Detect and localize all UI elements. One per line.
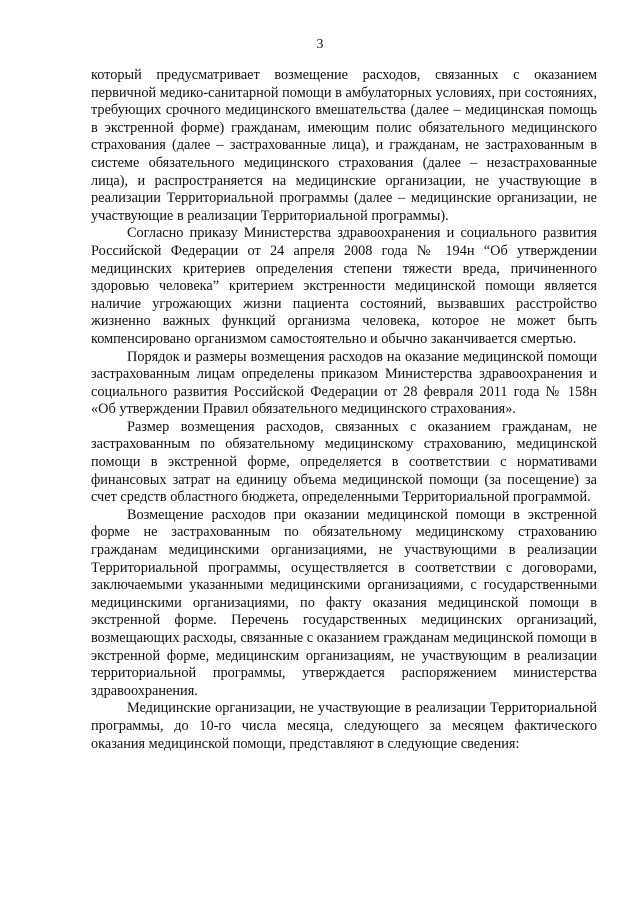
paragraph-continuation: который предусматривает возмещение расходов, связанных с оказанием первичной медико-санитарной помощи в амбулаторных условиях, при состояниях, требующих срочного медицинского вмешательства (далее – медицинская помощь в экстренной форме) гражданам, имеющим полис обязательного медицинского страхования (далее – застрахованные лица), и гражданам, не застрахованным в системе обязательного медицинского страхования (далее – незастрахованные лица), и распространяется на медицинские организации, не участвующие в реализации Территориальной программы (далее – медицинские организации, не участвующие в реализации Территориальной программы). [91, 67, 597, 224]
paragraph-order-194n: Согласно приказу Министерства здравоохранения и социального развития Российской Федерации от 24 апреля 2008 года № 194н “Об утверждении медицинских критериев определения степени тяжести вреда, причиненного здоровью человека” критерием экстренности медицинской помощи является наличие угрожающих жизни пациента состояний, вызвавших расстройство жизненно важных функций организма человека, которое не может быть компенсировано организмом самостоятельно и обычно заканчивается смертью. [91, 225, 597, 347]
document-body [91, 67, 597, 753]
paragraph-reporting: Медицинские организации, не участвующие в реализации Территориальной программы, до 10-го числа месяца, следующего за месяцем фактического оказания медицинской помощи, представляют в следующие сведения: [91, 700, 597, 752]
paragraph-order-158n: Порядок и размеры возмещения расходов на оказание медицинской помощи застрахованным лицам определены приказом Министерства здравоохранения и социального развития Российской Федерации от 28 февраля 2011 года № 158н «Об утверждении Правил обязательного медицинского страхования». [91, 348, 597, 418]
paragraph-reimbursement-procedure: Возмещение расходов при оказании медицинской помощи в экстренной форме не застрахованным по обязательному медицинскому страхованию гражданам медицинскими организациями, не участвующими в реализации Территориальной программы, осуществляется в соответствии с договорами, заключаемыми указанными медицинскими организациями, с государственными медицинскими организациями, по факту оказания медицинской помощи в экстренной форме. Перечень государственных медицинских организаций, возмещающих расходы, связанные с оказанием гражданам медицинской помощи в экстренной форме, медицинским организациям, не участвующим в реализации территориальной программы, утверждается распоряжением министерства здравоохранения. [91, 506, 597, 699]
paragraph-reimbursement-size: Размер возмещения расходов, связанных с оказанием гражданам, не застрахованным по обязательному медицинскому страхованию, медицинской помощи в экстренной форме, определяется в соответствии с нормативами финансовых затрат на единицу объема медицинской помощи (за посещение) за счет средств областного бюджета, определенными Территориальной программой. [91, 418, 597, 506]
page-number: 3 [316, 37, 324, 52]
